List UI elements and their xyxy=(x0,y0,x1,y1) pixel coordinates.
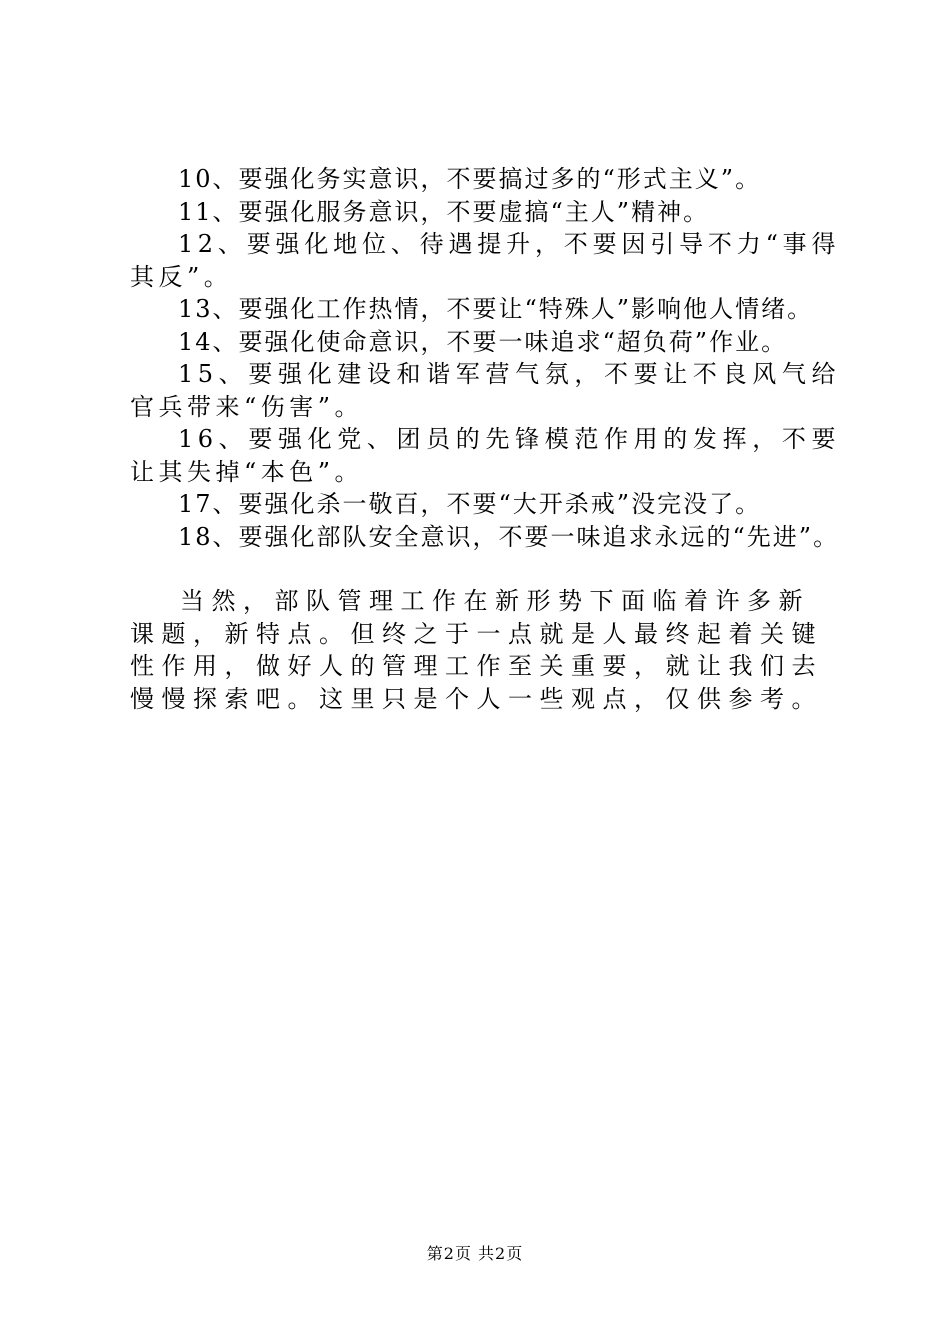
list-item-14: 14、要强化使命意识，不要一味追求“超负荷”作业。 xyxy=(178,327,788,356)
list-item-16: 16、要强化党、团员的先锋模范作用的发挥，不要让其失掉“本色”。 xyxy=(130,425,840,486)
list-item-10: 10、要强化务实意识，不要搞过多的“形式主义”。 xyxy=(178,165,762,193)
page-footer: 第2页 共2页 xyxy=(426,1244,524,1263)
document-body xyxy=(130,163,840,715)
list-item-13: 13、要强化工作热情，不要让“特殊人”影响他人情绪。 xyxy=(178,295,814,323)
list-item-18: 18、要强化部队安全意识，不要一味追求永远的“先进”。 xyxy=(178,522,840,551)
list-item-17: 17、要强化杀一敬百，不要“大开杀戒”没完没了。 xyxy=(178,490,762,518)
list-item-15: 15、要强化建设和谐军营气氛，不要让不良风气给官兵带来“伤害”。 xyxy=(130,360,840,421)
list-item-11: 11、要强化服务意识，不要虚搞“主人”精神。 xyxy=(178,197,710,226)
closing-paragraph: 当然，部队管理工作在新形势下面临着许多新课题，新特点。但终之于一点就是人最终起着关键性作用，做好人的管理工作至关重要，就让我们去慢慢探索吧。这里只是个人一些观点，仅供参考。 xyxy=(130,587,823,713)
list-item-12: 12、要强化地位、待遇提升，不要因引导不力“事得其反”。 xyxy=(130,230,840,291)
